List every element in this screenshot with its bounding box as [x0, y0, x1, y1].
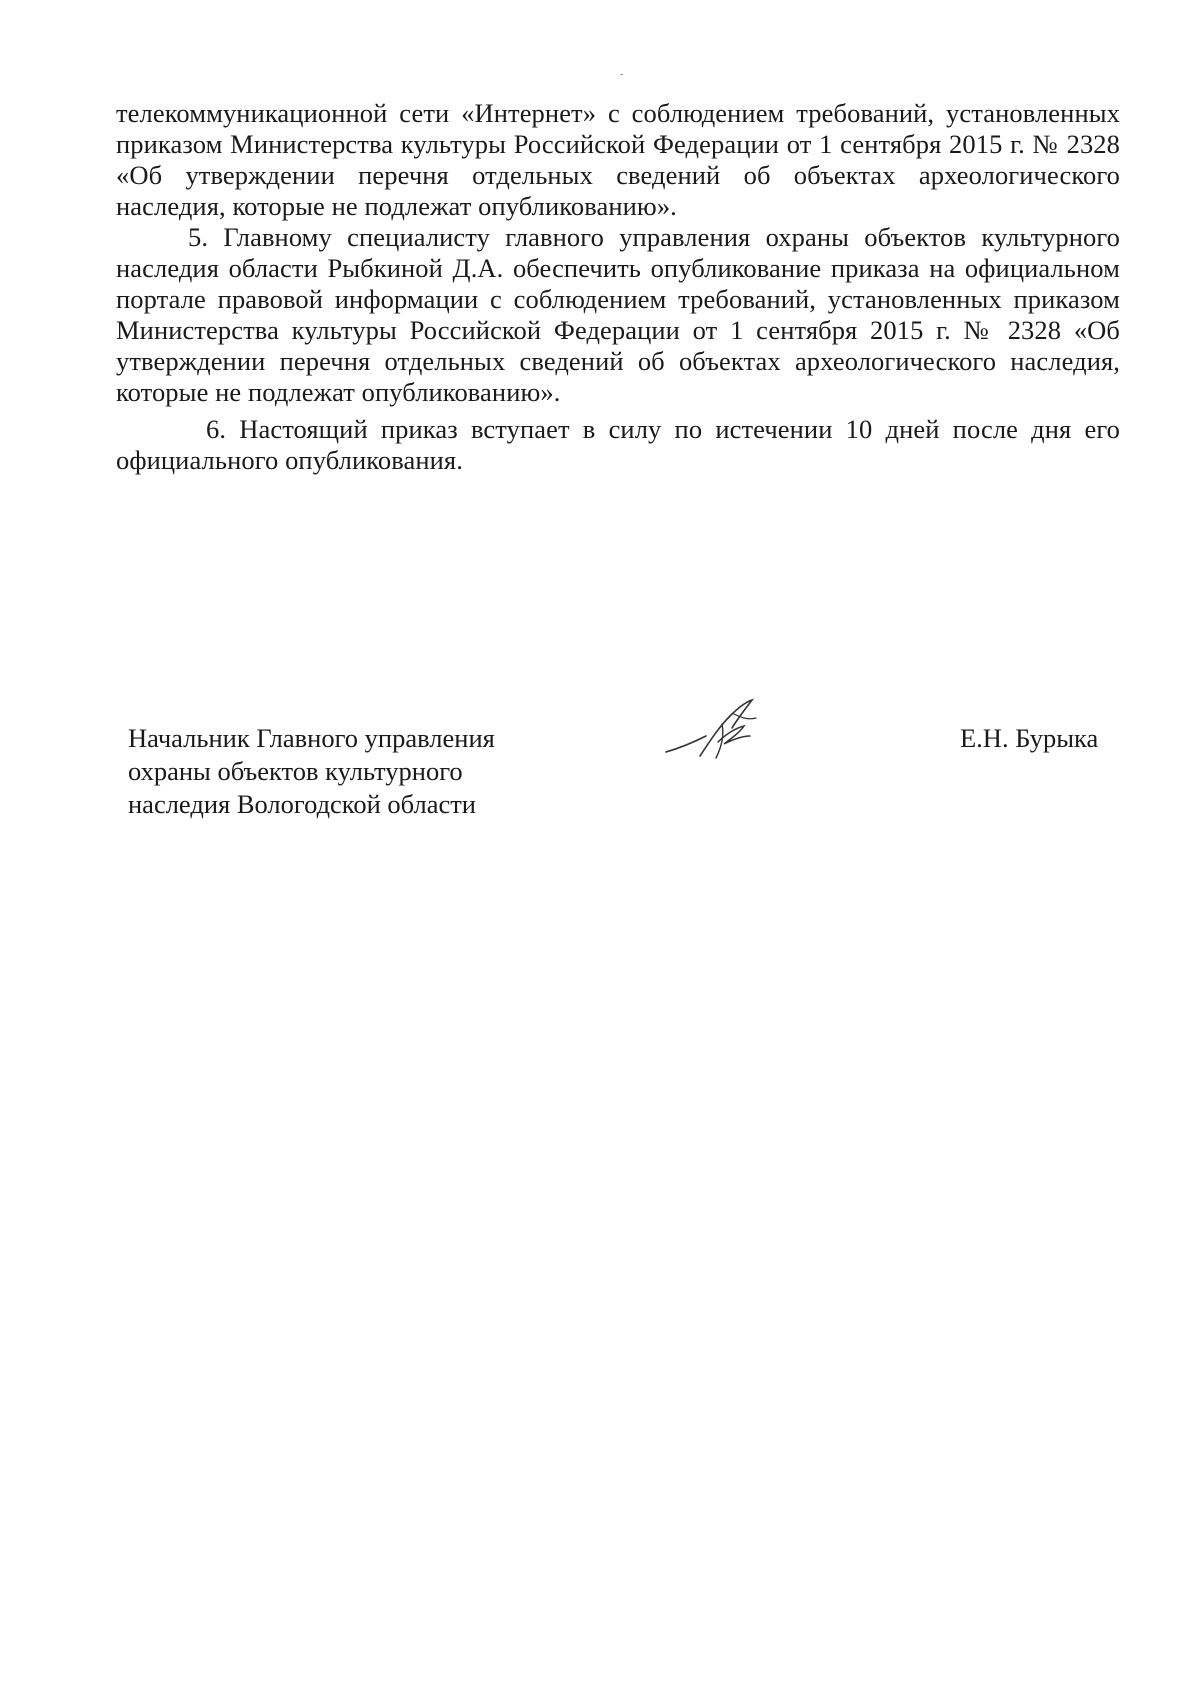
paragraph-item-6: 6. Настоящий приказ вступает в силу по истечении 10 дней после дня его официального опубликования.	[116, 414, 1120, 475]
handwritten-signature	[660, 694, 780, 784]
signatory-position-line-1: Начальник Главного управления	[128, 723, 495, 753]
document-body	[116, 98, 1120, 476]
paragraph-item-5: 5. Главному специалисту главного управления охраны объектов культурного наследия области Рыбкиной Д.А. обеспечить опубликование приказа на официальном портале правовой информации с соблюдением требований, установленных приказом Министерства культуры Российской Федерации от 1 сентября 2015 г. № 2328 «Об утверждении перечня отдельных сведений об объектах археологического наследия, которые не подлежат опубликованию».	[116, 222, 1120, 407]
paragraph-continuation: телекоммуникационной сети «Интернет» с соблюдением требований, установленных приказом Министерства культуры Российской Федерации от 1 сентября 2015 г. № 2328 «Об утверждении перечня отдельных сведений об объектах археологического наследия, которые не подлежат опубликованию».	[116, 98, 1120, 221]
signatory-position-line-3: наследия Вологодской области	[128, 789, 476, 819]
signatory-position	[128, 722, 548, 821]
signatory-name: Е.Н. Бурыка	[960, 723, 1099, 753]
signatory-position-line-2: охраны объектов культурного	[128, 756, 463, 786]
scan-speck	[620, 74, 623, 75]
